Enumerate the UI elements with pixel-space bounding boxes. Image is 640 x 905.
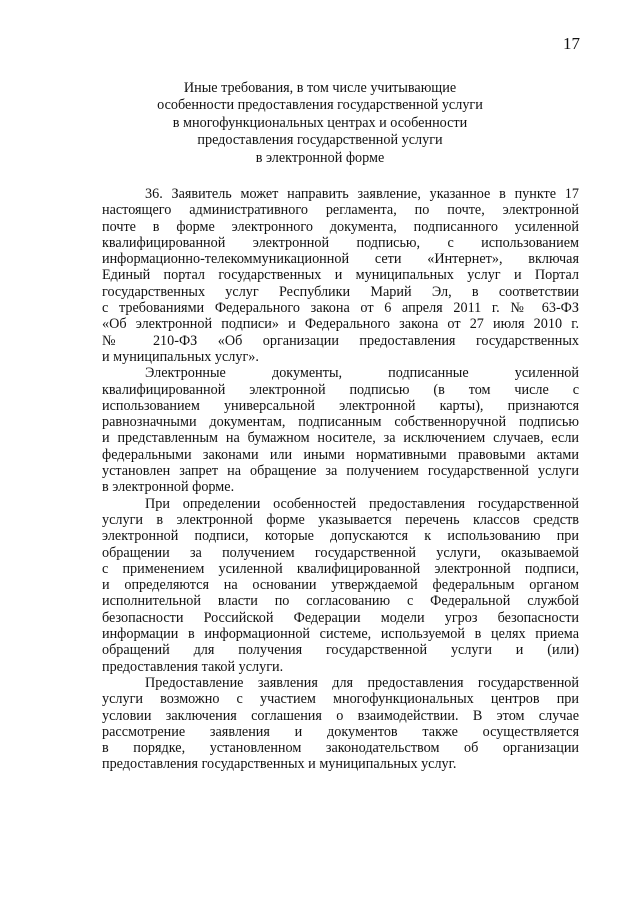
text-line: Электронные документы, подписанные усиленной xyxy=(145,365,579,382)
text-line: информации в информационной системе, используемой в целях приема xyxy=(102,626,579,643)
text-line: и определяются на основании утверждаемой федеральным органом xyxy=(102,577,579,594)
text-line: № 210-ФЗ «Об организации предоставления государственных xyxy=(102,332,579,349)
text-line: настоящего административного регламента, по почте, электронной xyxy=(102,202,579,219)
text-line: рассмотрение заявления и документов также осуществляется xyxy=(102,723,579,740)
text-line: федеральными законами или иными нормативными правовыми актами xyxy=(102,446,579,463)
text-line: предоставления такой услуги. xyxy=(102,658,284,675)
paragraph-electronic-documents xyxy=(102,365,579,495)
page-number: 17 xyxy=(563,34,580,53)
heading-line: в многофункциональных центрах и особенности xyxy=(172,114,468,131)
text-line: государственных услуг Республики Марий Эл, в соответствии xyxy=(102,283,579,300)
text-line: квалифицированной электронной подписью, с использованием xyxy=(102,234,579,251)
text-line: в порядке, установленном законодательством об организации xyxy=(102,740,579,757)
paragraph-36 xyxy=(102,186,579,365)
text-line: с применением усиленной квалифицированной электронной подписи, xyxy=(102,560,579,577)
document-body xyxy=(102,186,579,773)
heading-line: Иные требования, в том числе учитывающие xyxy=(183,80,457,96)
heading-line: особенности предоставления государственной услуги xyxy=(157,97,483,114)
paragraph-mfc xyxy=(102,675,579,773)
text-line: условии заключения соглашения о взаимодействии. В этом случае xyxy=(102,707,579,724)
text-line: почте в форме электронного документа, подписанного усиленной xyxy=(102,218,579,235)
text-line: электронной подписи, которые допускаются к использованию при xyxy=(102,528,579,545)
section-heading xyxy=(100,80,540,167)
text-line: и муниципальных услуг». xyxy=(102,348,259,365)
text-line: установлен запрет на обращение за получением государственной услуги xyxy=(102,463,579,480)
text-line: безопасности Российской Федерации модели угроз безопасности xyxy=(102,609,579,626)
paragraph-signature-classes xyxy=(102,496,579,675)
heading-line: в электронной форме xyxy=(255,149,385,166)
text-line: услуги в электронной форме указывается перечень классов средств xyxy=(102,511,579,528)
text-line: При определении особенностей предоставления государственной xyxy=(145,495,579,512)
text-line: обращении за получением государственной услуги, оказываемой xyxy=(102,544,579,561)
text-line: и представленным на бумажном носителе, за исключением случаев, если xyxy=(102,430,579,447)
text-line: предоставления государственных и муниципальных услуг. xyxy=(102,756,457,773)
text-line: информационно-телекоммуникационной сети «Интернет», включая xyxy=(102,251,579,268)
text-line: исполнительной власти по согласованию с Федеральной службой xyxy=(102,593,579,610)
text-line: равнозначными документам, подписанным собственноручной подписью xyxy=(102,414,579,431)
text-line: «Об электронной подписи» и Федерального закона от 27 июля 2010 г. xyxy=(102,316,579,333)
text-line: Предоставление заявления для предоставления государственной xyxy=(145,674,579,691)
text-line: обращений для получения государственной услуги и (или) xyxy=(102,642,579,659)
text-line: квалифицированной электронной подписью (в том числе с xyxy=(102,381,579,398)
heading-line: предоставления государственной услуги xyxy=(197,132,443,149)
text-line: в электронной форме. xyxy=(102,479,235,496)
text-line: Единый портал государственных и муниципальных услуг и Портал xyxy=(102,267,579,284)
text-line: использованием универсальной электронной карты), признаются xyxy=(102,397,579,414)
text-line: 36. Заявитель может направить заявление, указанное в пункте 17 xyxy=(145,186,579,202)
text-line: услуги возможно с участием многофункциональных центров при xyxy=(102,691,579,708)
text-line: с требованиями Федерального закона от 6 апреля 2011 г. № 63-ФЗ xyxy=(102,300,579,317)
